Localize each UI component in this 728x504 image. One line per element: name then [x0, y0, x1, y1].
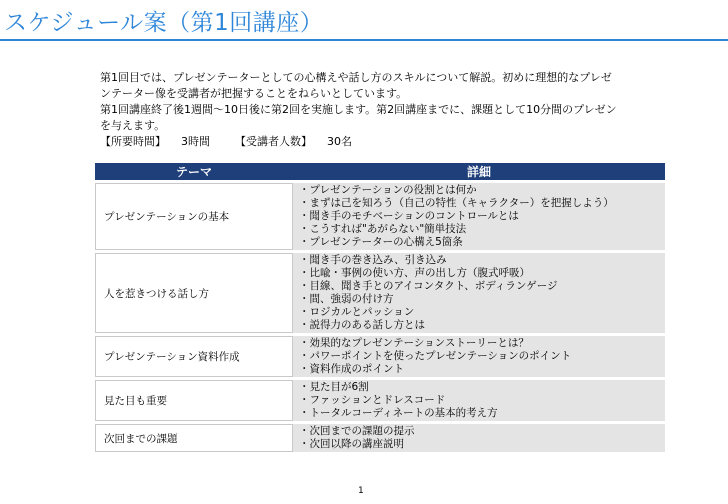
- detail-item: ・まずは己を知ろう（自己の特性（キャラクター）を把握しよう）: [299, 197, 614, 209]
- detail-item: ・資料作成のポイント: [299, 363, 404, 375]
- detail-item: ・間、強弱の付け方: [299, 293, 394, 305]
- schedule-table: [95, 160, 665, 455]
- details-cell: [293, 183, 665, 250]
- detail-item: ・ファッションとドレスコード: [299, 394, 446, 406]
- table-row: [95, 380, 665, 421]
- course-meta: [100, 134, 660, 150]
- duration-label: 【所要時間】: [100, 135, 166, 148]
- theme-cell: プレゼンテーションの基本: [95, 183, 293, 250]
- details-cell: [293, 424, 665, 452]
- details-cell: [293, 336, 665, 377]
- detail-item: ・こうすれば"あがらない"簡単技法: [299, 223, 467, 235]
- detail-item: ・ロジカルとパッション: [299, 306, 415, 318]
- theme-cell: 見た目も重要: [95, 380, 293, 421]
- table-row: [95, 253, 665, 333]
- attendees-label: 【受講者人数】: [235, 135, 312, 148]
- detail-item: ・効果的なプレゼンテーションストーリーとは？: [299, 337, 529, 349]
- title-underline: [0, 39, 728, 41]
- theme-cell: 人を惹きつける話し方: [95, 253, 293, 333]
- theme-cell: プレゼンテーション資料作成: [95, 336, 293, 377]
- detail-item: ・聞き手のモチベーションのコントロールとは: [299, 210, 519, 222]
- intro-line: 第1回目では、プレゼンテーターとしての心構えや話し方のスキルについて解説。初めに理想的なプレゼ: [100, 71, 612, 84]
- detail-item: ・パワーポイントを使ったプレゼンテーションのポイント: [299, 350, 572, 362]
- slide-title: スケジュール案（第1回講座）: [4, 10, 324, 36]
- detail-item: ・プレゼンテーターの心構え5箇条: [299, 236, 463, 248]
- intro-line: ンテーター像を受講者が把握することをねらいとしています。: [100, 87, 408, 100]
- table-row: [95, 424, 665, 452]
- details-cell: [293, 380, 665, 421]
- detail-item: ・次回までの課題の提示: [299, 425, 415, 437]
- table-header-row: [95, 163, 665, 180]
- header-theme: テーマ: [95, 163, 293, 180]
- intro-text: [100, 70, 660, 150]
- detail-item: ・目線、聞き手とのアイコンタクト、ボディランゲージ: [299, 280, 558, 292]
- detail-item: ・見た目が6割: [299, 381, 369, 393]
- detail-item: ・説得力のある話し方とは: [299, 319, 425, 331]
- attendees-value: 30名: [327, 135, 352, 148]
- detail-item: ・次回以降の講座説明: [299, 438, 404, 450]
- duration-value: 3時間: [181, 135, 210, 148]
- details-cell: [293, 253, 665, 333]
- header-details: 詳細: [293, 163, 665, 180]
- intro-line: 第1回講座終了後1週間〜10日後に第2回を実施します。第2回講座までに、課題として10分間のプレゼン: [100, 103, 617, 116]
- detail-item: ・プレゼンテーションの役割とは何か: [299, 184, 477, 196]
- table-row: [95, 336, 665, 377]
- intro-line: を与えます。: [100, 119, 166, 132]
- theme-cell: 次回までの課題: [95, 424, 293, 452]
- detail-item: ・比喩・事例の使い方、声の出し方（腹式呼吸）: [299, 267, 530, 279]
- detail-item: ・聞き手の巻き込み、引き込み: [299, 254, 447, 266]
- page-number: 1: [358, 486, 364, 496]
- detail-item: ・トータルコーディネートの基本的考え方: [299, 407, 498, 419]
- table-row: [95, 183, 665, 250]
